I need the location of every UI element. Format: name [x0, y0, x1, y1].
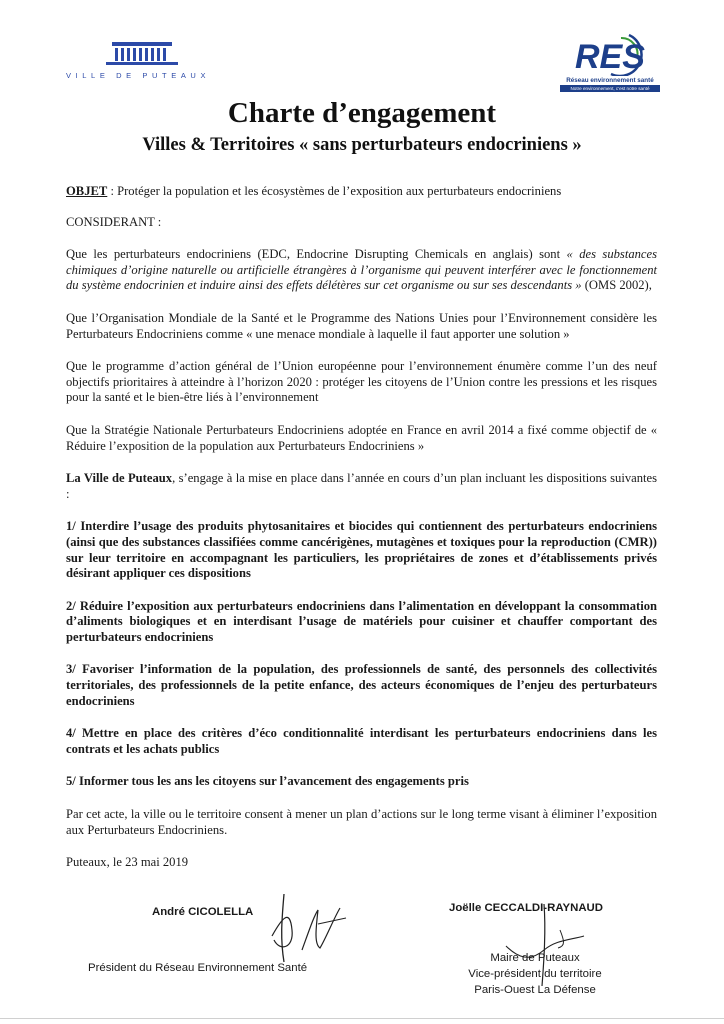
- city-name: VILLE DE PUTEAUX: [66, 71, 211, 80]
- commitment-4: 4/ Mettre en place des critères d’éco conditionnalité interdisant les perturbateurs endocriniens dans les contrats et les achats publics: [66, 726, 657, 756]
- objet-line: [66, 184, 657, 200]
- commitment-1: 1/ Interdire l’usage des produits phytosanitaires et biocides qui contiennent des perturbateurs endocriniens (ainsi que des substances classifiées comme cancérigènes, mutagènes et toxiques pour la reproduction (CMR)) sur leur territoire en accompagnant les particuliers, les propriétaires de zones et d’établissements privés désirant appliquer ces dispositions: [66, 519, 657, 581]
- res-logo-tagline: Notre environnement, c'est notre santé: [560, 85, 660, 92]
- place-and-date: Puteaux, le 23 mai 2019: [66, 855, 189, 870]
- closing-statement: Par cet acte, la ville ou le territoire consent à mener un plan d’actions sur le long terme visant à éliminer l’exposition aux Perturbateurs Endocriniens.: [66, 807, 657, 837]
- considerant-heading: CONSIDERANT :: [66, 214, 162, 229]
- left-signature-scribble: [262, 888, 358, 968]
- right-role-line-2: Vice-président du territoire: [468, 968, 602, 980]
- right-role-line-1: Maire de Puteaux: [490, 952, 580, 964]
- commitment-2: 2/ Réduire l’exposition aux perturbateurs endocriniens dans l’alimentation en développant la consommation d’aliments biologiques et en interdisant l’usage de matériels pour cuisiner et chauffer comportant des perturbateurs endocriniens: [66, 598, 657, 644]
- clause-3: Que le programme d’action général de l’Union européenne pour l’environnement énumère comme l’un des neuf objectifs prioritaires à atteindre à l’horizon 2020 : protéger les citoyens de l’Union contre les pressions et les risques pour la santé et le bien-être liés à l’environnement: [66, 359, 657, 405]
- commitment-5: 5/ Informer tous les ans les citoyens sur l’avancement des engagements pris: [66, 774, 469, 789]
- objet-text: : Protéger la population et les écosystèmes de l’exposition aux perturbateurs endocriniens: [107, 184, 562, 198]
- left-signatory-name: André CICOLELLA: [152, 906, 254, 918]
- res-logo: [560, 32, 660, 92]
- res-logo-letters: RES: [575, 38, 645, 76]
- clause-1-quote: « des substances chimiques d’origine naturelle ou artificielle étrangères à l’organisme qui peuvent interférer avec le fonctionnement du système endocrinien et induire ainsi des effets délétères sur cet organisme ou sur ses descendants »: [66, 247, 658, 293]
- engagement-lead-rest: , s’engage à la mise en place dans l’année en cours d’un plan incluant les dispositions suivantes :: [66, 471, 657, 501]
- left-signatory-role: Président du Réseau Environnement Santé: [88, 962, 308, 974]
- bottom-rule: [0, 1018, 724, 1019]
- document-title: Charte d’engagement: [227, 97, 497, 129]
- document-body: [66, 184, 657, 871]
- right-signatory-name: Joëlle CECCALDI-RAYNAUD: [449, 902, 604, 914]
- res-logo-icon: [571, 32, 649, 76]
- document-subtitle: Villes & Territoires « sans perturbateurs endocriniens »: [142, 135, 582, 155]
- clause-1-start: Que les perturbateurs endocriniens (EDC, Endocrine Disrupting Chemicals en anglais) sont: [66, 247, 567, 262]
- objet-label: OBJET: [66, 184, 108, 198]
- engagement-lead-bold: La Ville de Puteaux: [66, 471, 173, 486]
- clause-4: Que la Stratégie Nationale Perturbateurs Endocriniens adoptée en France en avril 2014 a fixé comme objectif de « Réduire l’exposition de la population aux Perturbateurs Endocriniens »: [66, 422, 657, 453]
- clause-1: [66, 247, 657, 294]
- commitment-3: 3/ Favoriser l’information de la population, des professionnels de santé, des personnels des collectivités territoriales, des professionnels de la petite enfance, des acteurs économiques de l’enjeu des perturbateurs endocriniens: [66, 662, 657, 708]
- city-hall-icon: [106, 42, 178, 66]
- clause-2: Que l’Organisation Mondiale de la Santé et le Programme des Nations Unies pour l’Environnement considère les Perturbateurs Endocriniens comme « une menace mondiale à laquelle il faut apporter une solution »: [66, 310, 657, 341]
- right-role-line-3: Paris-Ouest La Défense: [474, 984, 596, 996]
- engagement-lead: [66, 471, 657, 502]
- res-logo-name: Réseau environnement santé: [566, 77, 654, 84]
- clause-1-end: (OMS 2002),: [581, 278, 652, 293]
- right-signatory-role: [430, 950, 640, 998]
- ville-de-puteaux-logo: [66, 42, 226, 80]
